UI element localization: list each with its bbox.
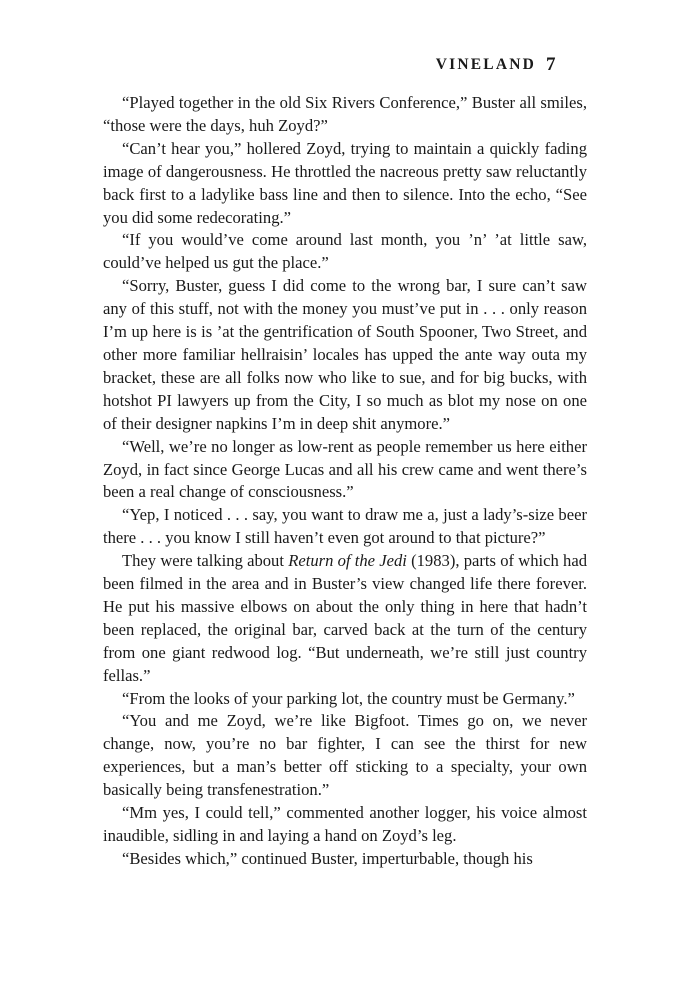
paragraph: “Well, we’re no longer as low-rent as people remember us here either Zoyd, in fact since George Lucas and all his crew came and went there’s been a real change of consciousness.” xyxy=(103,436,587,502)
running-head-title: VINELAND xyxy=(435,56,536,73)
running-head xyxy=(435,54,556,75)
paragraph: “You and me Zoyd, we’re like Bigfoot. Times go on, we never change, now, you’re no bar fighter, I can see the thirst for new experiences, but a man’s better off sticking to a specialty, your own basically being transfenestration.” xyxy=(103,711,587,800)
paragraph: “From the looks of your parking lot, the country must be Germany.” xyxy=(122,688,575,708)
paragraph: “Mm yes, I could tell,” commented another logger, his voice almost inaudible, sidling in and laying a hand on Zoyd’s leg. xyxy=(103,803,587,845)
paragraph: “Sorry, Buster, guess I did come to the wrong bar, I sure can’t saw any of this stuff, not with the money you must’ve put in . . . only reason I’m up here is is ’at the gentrification of South Spooner, Two Street, and other more familiar hellraisin’ locales has upped the ante way outa my bracket, these are all folks now who like to sue, and for big bucks, with hotshot PI lawyers up from the City, I so much as blot my nose on one of their designer napkins I’m in deep shit anymore.” xyxy=(103,276,587,433)
film-title: Return of the Jedi xyxy=(288,551,407,571)
body-text xyxy=(103,92,587,871)
paragraph-text: (1983), parts of which had been filmed in the area and in Buster’s view changed life there forever. He put his massive elbows on about the only thing in here that hadn’t been replaced, the original bar, carved back at the turn of the century from one giant redwood log. “But underneath, we’re still just country fellas.” xyxy=(103,551,587,685)
paragraph: “Besides which,” continued Buster, imperturbable, though his xyxy=(122,848,533,868)
paragraph xyxy=(103,550,587,687)
page-number: 7 xyxy=(546,54,556,75)
paragraph: “If you would’ve come around last month, you ’n’ ’at little saw, could’ve helped us gut the place.” xyxy=(103,230,587,273)
paragraph: “Played together in the old Six Rivers Conference,” Buster all smiles, “those were the days, huh Zoyd?” xyxy=(103,93,587,135)
paragraph: “Yep, I noticed . . . say, you want to draw me a, just a lady’s-size beer there . . . you know I still haven’t even got around to that picture?” xyxy=(103,505,587,548)
paragraph: “Can’t hear you,” hollered Zoyd, trying to maintain a quickly fading image of dangerousness. He throttled the nacreous pretty saw reluctantly back first to a ladylike bass line and then to silence. Into the echo, “See you did some redecorating.” xyxy=(103,138,587,227)
paragraph-text: They were talking about xyxy=(122,551,289,571)
